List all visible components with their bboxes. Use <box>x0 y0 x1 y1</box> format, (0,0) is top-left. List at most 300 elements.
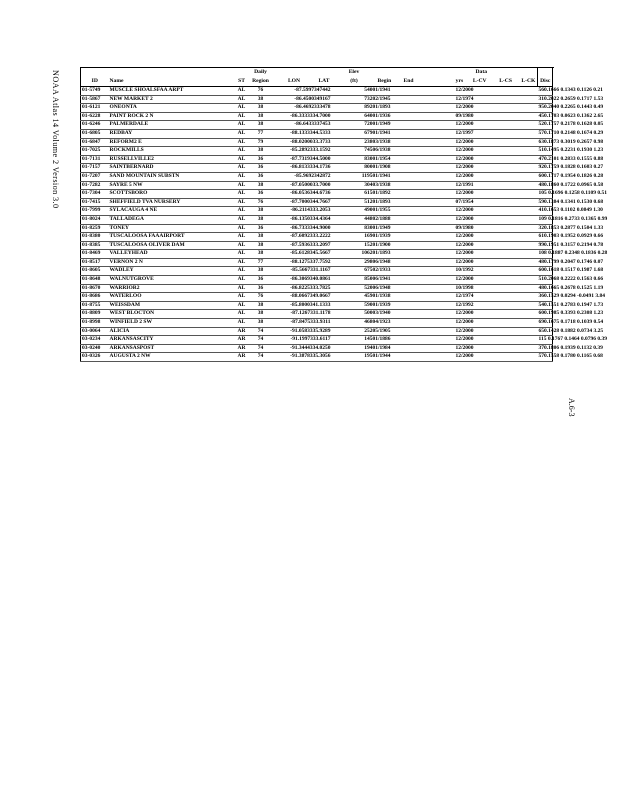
header-st: ST <box>234 77 250 87</box>
cell-region: 38 <box>250 233 272 242</box>
cell-elev-begin: 19501/1944 <box>332 353 392 362</box>
cell-name: RUSSELLVILLE2 <box>109 155 234 164</box>
cell-elev-begin: 19401/1984 <box>332 344 392 353</box>
cell-lon-lat: -91.3444334.0250 <box>272 344 332 353</box>
cell-region: 38 <box>250 207 272 216</box>
cell-id: 01-8809 <box>81 310 109 319</box>
cell-end: 12/2000 <box>392 147 538 156</box>
cell-lon-lat: -86.3069340.0861 <box>272 276 332 285</box>
table-row <box>81 258 553 267</box>
cell-st: AL <box>234 112 250 121</box>
cell-elev-begin: 67502/1933 <box>332 267 392 276</box>
cell-elev-begin: 83001/1949 <box>332 224 392 233</box>
table-row <box>81 112 553 121</box>
header-lat: LAT <box>317 77 332 87</box>
cell-elev-begin: 72001/1949 <box>332 121 392 130</box>
cell-end: 10/1998 <box>392 284 538 293</box>
cell-st: AL <box>234 250 250 259</box>
header-elev: Elev <box>348 69 360 76</box>
cell-id: 01-8024 <box>81 215 109 224</box>
cell-id: 01-8380 <box>81 233 109 242</box>
cell-elev-begin: 80001/1908 <box>332 164 392 173</box>
cell-st: AL <box>234 129 250 138</box>
cell-stats: 600.1985 0.3393 0.2308 1.23 <box>538 310 553 319</box>
cell-region: 38 <box>250 310 272 319</box>
cell-region: 74 <box>250 336 272 345</box>
cell-name: WALNUTGROVE <box>109 276 234 285</box>
cell-elev-begin: 119501/1941 <box>332 172 392 181</box>
cell-stats: 650.1428 0.1882 0.0734 3.25 <box>538 327 553 336</box>
cell-stats: 320.1853 0.2877 0.1504 1.33 <box>538 224 553 233</box>
cell-name: TONEY <box>109 224 234 233</box>
cell-lon-lat: -88.0667349.0667 <box>272 293 332 302</box>
cell-end: 12/2000 <box>392 233 538 242</box>
cell-stats: 480.1799 0.2047 0.1746 0.07 <box>538 258 553 267</box>
cell-st: AL <box>234 190 250 199</box>
cell-id: 01-7282 <box>81 181 109 190</box>
cell-end: 12/1997 <box>392 129 538 138</box>
cell-st: AL <box>234 258 250 267</box>
cell-name: ALICIA <box>109 327 234 336</box>
cell-region: 36 <box>250 164 272 173</box>
cell-elev-begin: 15201/1900 <box>332 241 392 250</box>
cell-region: 76 <box>250 198 272 207</box>
cell-elev-begin: 30403/1938 <box>332 181 392 190</box>
header-id: ID <box>81 77 109 87</box>
cell-region: 38 <box>250 95 272 104</box>
table-row <box>81 241 553 250</box>
cell-id: 01-6805 <box>81 129 109 138</box>
cell-region: 74 <box>250 344 272 353</box>
cell-id: 03-0234 <box>81 336 109 345</box>
cell-name: REFORM2 E <box>109 138 234 147</box>
cell-lon-lat: -91.3878335.3056 <box>272 353 332 362</box>
cell-end: 12/1974 <box>392 293 538 302</box>
cell-region: 36 <box>250 190 272 199</box>
cell-region: 38 <box>250 215 272 224</box>
cell-name: MUSCLE SHOALSFAA ARPT <box>109 87 234 96</box>
cell-st: AL <box>234 147 250 156</box>
table-row <box>81 301 553 310</box>
cell-id: 01-7157 <box>81 164 109 173</box>
cell-end: 09/1980 <box>392 224 538 233</box>
cell-id: 03-0064 <box>81 327 109 336</box>
cell-region: 38 <box>250 181 272 190</box>
cell-region: 38 <box>250 319 272 328</box>
cell-lon-lat: -88.1275337.7592 <box>272 258 332 267</box>
cell-st: AR <box>234 344 250 353</box>
cell-name: WATERLOO <box>109 293 234 302</box>
cell-end: 12/1992 <box>392 301 538 310</box>
cell-stats: 690.1675 0.1718 0.1039 0.54 <box>538 319 553 328</box>
header-name: Name <box>109 77 234 87</box>
cell-lon-lat: -86.8133334.1736 <box>272 164 332 173</box>
table-row <box>81 319 553 328</box>
cell-elev-begin: 23803/1938 <box>332 138 392 147</box>
cell-region: 38 <box>250 104 272 113</box>
cell-id: 01-8670 <box>81 284 109 293</box>
table-row <box>81 224 553 233</box>
cell-end: 12/2000 <box>392 207 538 216</box>
cell-name: PAINT ROCK 2 N <box>109 112 234 121</box>
cell-name: ARKANSASPOST <box>109 344 234 353</box>
table-row <box>81 353 553 362</box>
page-number <box>566 398 580 438</box>
header-yrs: yrs <box>455 78 464 85</box>
cell-name: SYLACAUGA 4 NE <box>109 207 234 216</box>
cell-name: WARRIOR2 <box>109 284 234 293</box>
cell-region: 36 <box>250 284 272 293</box>
header-lck: L-CK <box>521 78 536 85</box>
cell-region: 79 <box>250 138 272 147</box>
cell-stats: 105 0.1696 0.1258 0.1109 0.51 <box>538 190 553 199</box>
table-row <box>81 87 553 96</box>
cell-elev-begin: 14501/1886 <box>332 336 392 345</box>
cell-id: 01-8469 <box>81 250 109 259</box>
cell-stats: 450.1703 0.0623 0.1362 2.65 <box>538 112 553 121</box>
table-row <box>81 104 553 113</box>
cell-stats: 108 0.1887 0.2348 0.1836 0.28 <box>538 250 553 259</box>
cell-stats: 410.1653 0.1102 0.0849 1.30 <box>538 207 553 216</box>
cell-id: 01-8755 <box>81 301 109 310</box>
cell-stats: 630.1873 0.3019 0.2657 0.98 <box>538 138 553 147</box>
cell-name: SCOTTSBORO <box>109 190 234 199</box>
cell-id: 01-8517 <box>81 258 109 267</box>
cell-st: AL <box>234 95 250 104</box>
cell-elev-begin: 74506/1938 <box>332 147 392 156</box>
cell-st: AL <box>234 138 250 147</box>
cell-region: 74 <box>250 353 272 362</box>
cell-st: AL <box>234 155 250 164</box>
cell-elev-begin: 52006/1948 <box>332 284 392 293</box>
cell-id: 01-7415 <box>81 198 109 207</box>
cell-id: 01-6246 <box>81 121 109 130</box>
cell-id: 01-6847 <box>81 138 109 147</box>
cell-id: 01-7304 <box>81 190 109 199</box>
table-row <box>81 155 553 164</box>
cell-st: AL <box>234 241 250 250</box>
cell-lon-lat: -85.9692342872 <box>272 172 332 181</box>
cell-name: WEST BLOCTON <box>109 310 234 319</box>
cell-id: 01-8385 <box>81 241 109 250</box>
table-row <box>81 190 553 199</box>
cell-lon-lat: -86.2114333.2053 <box>272 207 332 216</box>
header-region: Region <box>250 77 272 87</box>
cell-st: AL <box>234 198 250 207</box>
cell-st: AL <box>234 319 250 328</box>
cell-id: 01-5867 <box>81 95 109 104</box>
cell-elev-begin: 61501/1892 <box>332 190 392 199</box>
cell-region: 36 <box>250 172 272 181</box>
cell-region: 77 <box>250 258 272 267</box>
header-data: Data <box>475 69 487 76</box>
table-row <box>81 310 553 319</box>
cell-name: TALLADEGA <box>109 215 234 224</box>
cell-end: 12/2000 <box>392 319 538 328</box>
cell-elev-begin: 89201/1893 <box>332 104 392 113</box>
cell-st: AL <box>234 207 250 216</box>
header-lcs: L-CS <box>499 78 512 85</box>
cell-name: SAND MOUNTAIN SUBSTN <box>109 172 234 181</box>
cell-lon-lat: -87.6092333.2222 <box>272 233 332 242</box>
header-disc: Disc <box>538 77 553 87</box>
table-row <box>81 284 553 293</box>
cell-name: REDBAY <box>109 129 234 138</box>
cell-id: 01-8259 <box>81 224 109 233</box>
cell-lon-lat: -87.7000344.7667 <box>272 198 332 207</box>
table-row <box>81 207 553 216</box>
cell-id: 01-8998 <box>81 319 109 328</box>
cell-stats: 510.1495 0.2231 0.1930 1.23 <box>538 147 553 156</box>
cell-stats: 950.2040 0.2265 0.1443 0.49 <box>538 104 553 113</box>
cell-region: 38 <box>250 250 272 259</box>
station-table <box>80 67 608 362</box>
cell-end: 12/1991 <box>392 181 538 190</box>
cell-elev-begin: 59001/1939 <box>332 301 392 310</box>
cell-id: 03-0240 <box>81 344 109 353</box>
cell-end: 12/2000 <box>392 104 538 113</box>
cell-region: 38 <box>250 147 272 156</box>
page-number-text: A.6-3 <box>567 398 576 417</box>
cell-id: 01-6121 <box>81 104 109 113</box>
table-row <box>81 164 553 173</box>
cell-lon-lat: -86.4692333478 <box>272 104 332 113</box>
cell-end: 12/2000 <box>392 121 538 130</box>
cell-name: TUSCALOOSA FAAAIRPORT <box>109 233 234 242</box>
table-row <box>81 267 553 276</box>
cell-name: SHEFFIELD TVA NURSERY <box>109 198 234 207</box>
cell-elev-begin: 45901/1938 <box>332 293 392 302</box>
cell-end: 12/1974 <box>392 95 538 104</box>
cell-id: 03-0326 <box>81 353 109 362</box>
cell-st: AL <box>234 87 250 96</box>
cell-lon-lat: -87.8475333.9311 <box>272 319 332 328</box>
cell-elev-begin: 16901/1939 <box>332 233 392 242</box>
cell-region: 74 <box>250 327 272 336</box>
cell-elev-begin: 64001/1936 <box>332 112 392 121</box>
cell-end: 12/2000 <box>392 327 538 336</box>
cell-region: 38 <box>250 112 272 121</box>
cell-stats: 920.1759 0.1828 0.1603 0.27 <box>538 164 553 173</box>
cell-st: AR <box>234 353 250 362</box>
cell-id: 01-7207 <box>81 172 109 181</box>
cell-lon-lat: -88.1333344.5333 <box>272 129 332 138</box>
cell-name: TUSCALOOSA OLIVER DAM <box>109 241 234 250</box>
cell-id: 01-7025 <box>81 147 109 156</box>
cell-name: WINFIELD 2 SW <box>109 319 234 328</box>
cell-st: AL <box>234 121 250 130</box>
cell-lon-lat: -87.5997347442 <box>272 87 332 96</box>
table-row <box>81 344 553 353</box>
cell-st: AR <box>234 336 250 345</box>
cell-st: AL <box>234 276 250 285</box>
cell-id: 01-8648 <box>81 276 109 285</box>
table-row <box>81 198 553 207</box>
cell-stats: 370.1806 0.1939 0.1132 0.39 <box>538 344 553 353</box>
cell-st: AL <box>234 224 250 233</box>
cell-lon-lat: -86.4500349167 <box>272 95 332 104</box>
cell-stats: 610.1903 0.1952 0.0929 0.66 <box>538 233 553 242</box>
cell-elev-begin: 50003/1940 <box>332 310 392 319</box>
cell-st: AR <box>234 327 250 336</box>
cell-st: AL <box>234 233 250 242</box>
cell-end: 12/2000 <box>392 190 538 199</box>
cell-elev-begin: 83001/1954 <box>332 155 392 164</box>
cell-stats: 510.2068 0.2222 0.1563 0.66 <box>538 276 553 285</box>
cell-stats: 520.1757 0.2178 0.1628 0.05 <box>538 121 553 130</box>
cell-lon-lat: -85.6128345.5667 <box>272 250 332 259</box>
table-row <box>81 233 553 242</box>
cell-lon-lat: -85.5667331.1167 <box>272 267 332 276</box>
cell-region: 38 <box>250 121 272 130</box>
cell-name: NEW MARKET 2 <box>109 95 234 104</box>
cell-end: 12/2000 <box>392 164 538 173</box>
header-begin: Begin <box>377 77 392 87</box>
cell-region: 77 <box>250 129 272 138</box>
table-row <box>81 250 553 259</box>
cell-name: WADLEY <box>109 267 234 276</box>
cell-stats: 470.2101 0.2833 0.1555 0.88 <box>538 155 553 164</box>
cell-end: 12/2000 <box>392 138 538 147</box>
cell-end: 12/2000 <box>392 215 538 224</box>
cell-lon-lat: -86.8225333.7825 <box>272 284 332 293</box>
table-row <box>81 181 553 190</box>
cell-st: AL <box>234 284 250 293</box>
cell-lon-lat: -91.1997333.6117 <box>272 336 332 345</box>
cell-name: SAINTBERNARD <box>109 164 234 173</box>
cell-st: AL <box>234 104 250 113</box>
cell-end: 12/2000 <box>392 172 538 181</box>
cell-lon-lat: -87.1267331.1178 <box>272 310 332 319</box>
table-row <box>81 293 553 302</box>
cell-elev-begin: 73202/1945 <box>332 95 392 104</box>
cell-end: 12/2000 <box>392 241 538 250</box>
cell-lon-lat: -86.7333344.9000 <box>272 224 332 233</box>
table-row <box>81 172 553 181</box>
cell-name: AUGUSTA 2 NW <box>109 353 234 362</box>
cell-lon-lat: -86.3333334.7000 <box>272 112 332 121</box>
cell-region: 36 <box>250 224 272 233</box>
cell-st: AL <box>234 172 250 181</box>
side-caption-text: NOAA Atlas 14 Volume 2 Version 3.0 <box>51 70 60 209</box>
table-row <box>81 147 553 156</box>
cell-lon-lat: -87.7319344.5000 <box>272 155 332 164</box>
table-row <box>81 138 553 147</box>
cell-region: 36 <box>250 155 272 164</box>
cell-stats: 310.2022 0.2659 0.1717 1.53 <box>538 95 553 104</box>
cell-st: AL <box>234 267 250 276</box>
table-row <box>81 95 553 104</box>
cell-stats: 115 0.1767 0.1464 0.0796 0.39 <box>538 336 553 345</box>
cell-end: 12/2000 <box>392 336 538 345</box>
cell-stats: 540.1551 0.2783 0.1947 1.73 <box>538 301 553 310</box>
cell-id: 01-6228 <box>81 112 109 121</box>
cell-end: 12/2000 <box>392 87 538 96</box>
table-row <box>81 336 553 345</box>
cell-lon-lat: -85.8000341.1333 <box>272 301 332 310</box>
header-lcv: L-CV <box>472 78 487 85</box>
cell-elev-begin: 85006/1941 <box>332 276 392 285</box>
table-row <box>81 121 553 130</box>
cell-lon-lat: -87.5936333.2097 <box>272 241 332 250</box>
cell-elev-begin: 54001/1941 <box>332 87 392 96</box>
header-ft: (ft) <box>332 77 377 87</box>
cell-stats: 570.1710 0.2148 0.1674 0.29 <box>538 129 553 138</box>
cell-lon-lat: -88.0200033.3733 <box>272 138 332 147</box>
cell-region: 36 <box>250 276 272 285</box>
cell-lon-lat: -85.2892333.1592 <box>272 147 332 156</box>
cell-region: 38 <box>250 301 272 310</box>
cell-end: 07/1954 <box>392 198 538 207</box>
cell-stats: 360.1529 0.0294 -0.0491 3.84 <box>538 293 553 302</box>
cell-elev-begin: 29806/1948 <box>332 258 392 267</box>
cell-name: PALMERDALE <box>109 121 234 130</box>
cell-region: 38 <box>250 267 272 276</box>
cell-end: 12/2000 <box>392 155 538 164</box>
cell-elev-begin: 51201/1893 <box>332 198 392 207</box>
cell-stats: 109 0.1816 0.2733 0.1365 0.99 <box>538 215 553 224</box>
cell-region: 76 <box>250 293 272 302</box>
cell-st: AL <box>234 181 250 190</box>
cell-st: AL <box>234 310 250 319</box>
cell-id: 01-7131 <box>81 155 109 164</box>
cell-end: 12/2000 <box>392 250 538 259</box>
cell-st: AL <box>234 293 250 302</box>
cell-id: 01-7999 <box>81 207 109 216</box>
header-end: End <box>392 77 426 87</box>
cell-id: 01-5749 <box>81 87 109 96</box>
table-row <box>81 215 553 224</box>
cell-st: AL <box>234 164 250 173</box>
cell-lon-lat: -86.1350334.4364 <box>272 215 332 224</box>
cell-stats: 590.1384 0.1341 0.1530 0.68 <box>538 198 553 207</box>
table-row <box>81 276 553 285</box>
cell-name: ARKANSASCITY <box>109 336 234 345</box>
cell-name: ONEONTA <box>109 104 234 113</box>
cell-elev-begin: 106201/1893 <box>332 250 392 259</box>
cell-id: 01-8686 <box>81 293 109 302</box>
cell-end: 09/1980 <box>392 112 538 121</box>
cell-name: ROCKMILLS <box>109 147 234 156</box>
cell-lon-lat: -86.6433337453 <box>272 121 332 130</box>
cell-end: 12/2000 <box>392 353 538 362</box>
cell-stats: 600.1717 0.1954 0.1826 0.28 <box>538 172 553 181</box>
header-daily: Daily <box>254 69 267 76</box>
cell-name: VALLEYHEAD <box>109 250 234 259</box>
header-lon: LON <box>272 77 317 87</box>
cell-elev-begin: 67901/1941 <box>332 129 392 138</box>
cell-end: 12/2000 <box>392 310 538 319</box>
cell-region: 76 <box>250 87 272 96</box>
cell-stats: 480.1860 0.1722 0.0965 0.58 <box>538 181 553 190</box>
cell-stats: 600.1618 0.1517 0.1987 1.68 <box>538 267 553 276</box>
cell-st: AL <box>234 301 250 310</box>
cell-elev-begin: 49001/1955 <box>332 207 392 216</box>
cell-stats: 560.1666 0.1343 0.1126 0.21 <box>538 87 553 96</box>
table-row <box>81 129 553 138</box>
cell-end: 12/2000 <box>392 344 538 353</box>
header-stats <box>426 77 538 87</box>
cell-elev-begin: 46804/1923 <box>332 319 392 328</box>
cell-stats: 480.1665 0.2678 0.1525 1.19 <box>538 284 553 293</box>
cell-end: 10/1992 <box>392 267 538 276</box>
cell-region: 38 <box>250 241 272 250</box>
table-row <box>81 327 553 336</box>
cell-end: 12/2000 <box>392 276 538 285</box>
cell-lon-lat: -86.0536344.6736 <box>272 190 332 199</box>
cell-name: VERNON 2 N <box>109 258 234 267</box>
cell-id: 01-8605 <box>81 267 109 276</box>
